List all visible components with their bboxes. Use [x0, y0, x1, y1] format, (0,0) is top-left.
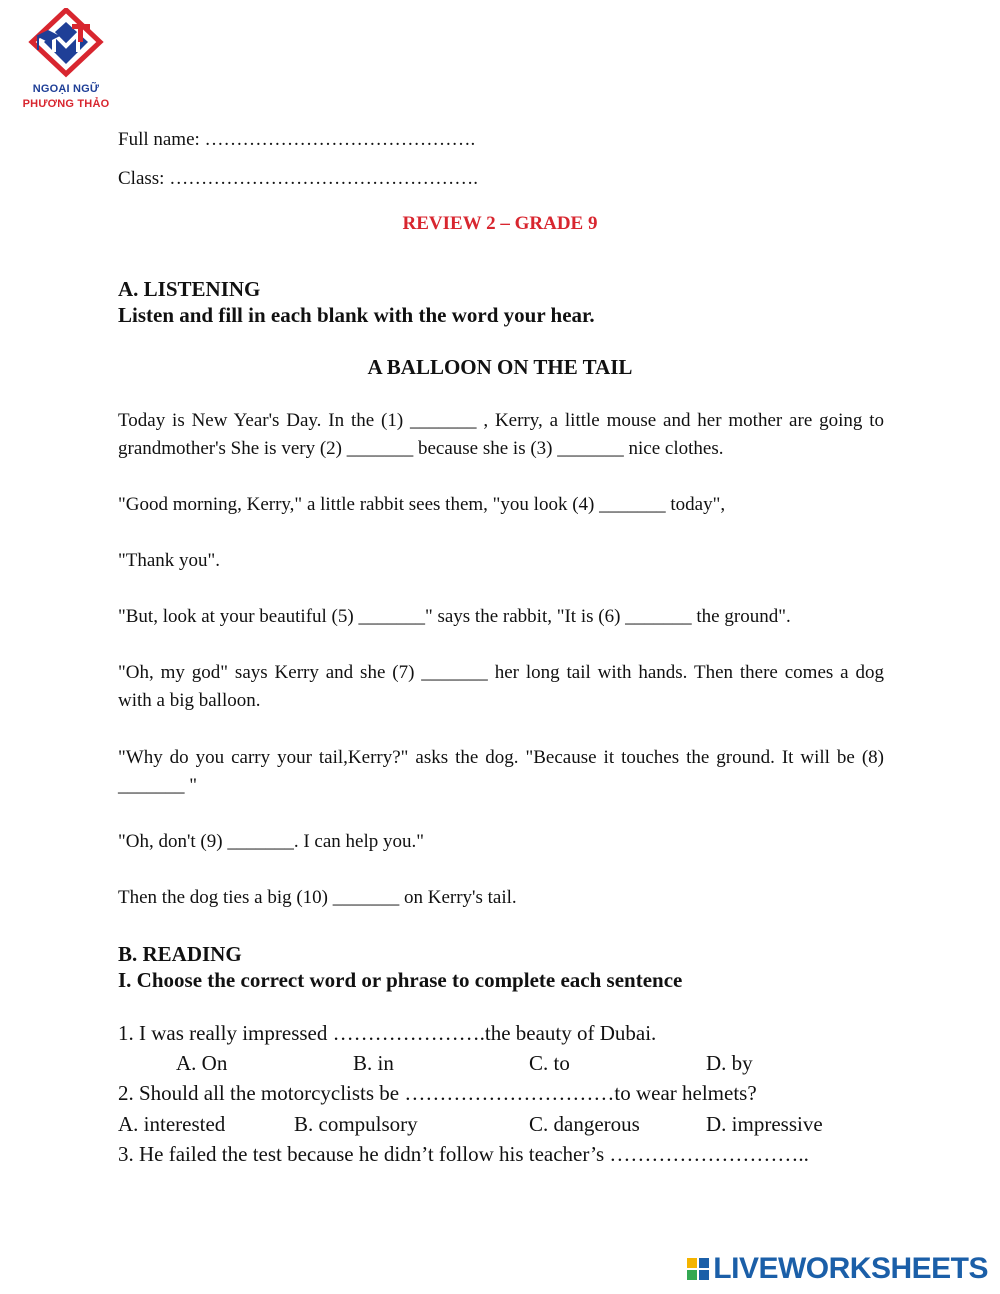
q2-option-d: D. impressive: [706, 1112, 823, 1136]
liveworksheets-blocks-icon: [687, 1258, 709, 1280]
page-title: REVIEW 2 – GRADE 9: [402, 213, 598, 234]
logo-line2: PHƯƠNG THẢO: [22, 98, 110, 110]
class-line: Class: ………………………………………….: [118, 168, 478, 189]
reading-heading: B. READING: [118, 942, 242, 966]
story-title: A BALLOON ON THE TAIL: [367, 355, 633, 379]
question-2: 2. Should all the motorcyclists be …………………………to wear helmets?: [118, 1081, 757, 1105]
logo-line1: NGOẠI NGỮ: [32, 83, 100, 95]
liveworksheets-logo: [687, 1252, 988, 1286]
logo-mark-icon: [14, 8, 118, 84]
q1-option-a: A. On: [176, 1051, 228, 1075]
story-paragraph: "Why do you carry your tail,Kerry?" asks the dog. "Because it touches the ground. It will be (8) _______ ": [118, 747, 884, 796]
story-paragraph: Then the dog ties a big (10) _______ on Kerry's tail.: [118, 887, 517, 908]
listening-heading: A. LISTENING: [118, 277, 261, 301]
story-paragraph: "Thank you".: [118, 550, 221, 571]
q2-option-a: A. interested: [118, 1112, 226, 1136]
question-1: 1. I was really impressed ………………….the beauty of Dubai.: [118, 1021, 657, 1045]
story-paragraph: "But, look at your beautiful (5) _______" says the rabbit, "It is (6) _______ the ground".: [118, 606, 791, 627]
q2-option-b: B. compulsory: [294, 1112, 418, 1136]
full-name-line: Full name: …………………………………….: [118, 129, 476, 150]
story-paragraph: "Good morning, Kerry," a little rabbit sees them, "you look (4) _______ today",: [118, 494, 726, 515]
logo: [14, 8, 118, 116]
question-3: 3. He failed the test because he didn’t follow his teacher’s ………………………..: [118, 1142, 809, 1166]
liveworksheets-brand: LIVEWORKSHEETS: [713, 1252, 988, 1285]
listening-instruction: Listen and fill in each blank with the word your hear.: [118, 303, 595, 327]
story-paragraph: Today is New Year's Day. In the (1) _______ , Kerry, a little mouse and her mother are going to grandmother's She is very (2) _______ because she is (3) _______ nice clothes.: [118, 410, 884, 459]
q1-option-d: D. by: [706, 1051, 753, 1075]
story-paragraph: "Oh, my god" says Kerry and she (7) _______ her long tail with hands. Then there comes a dog with a big balloon.: [118, 662, 884, 711]
story-paragraph: "Oh, don't (9) _______. I can help you.": [118, 831, 424, 852]
q1-option-b: B. in: [353, 1051, 394, 1075]
reading-instruction: I. Choose the correct word or phrase to complete each sentence: [118, 968, 683, 992]
q2-option-c: C. dangerous: [529, 1112, 640, 1136]
q1-option-c: C. to: [529, 1051, 570, 1075]
